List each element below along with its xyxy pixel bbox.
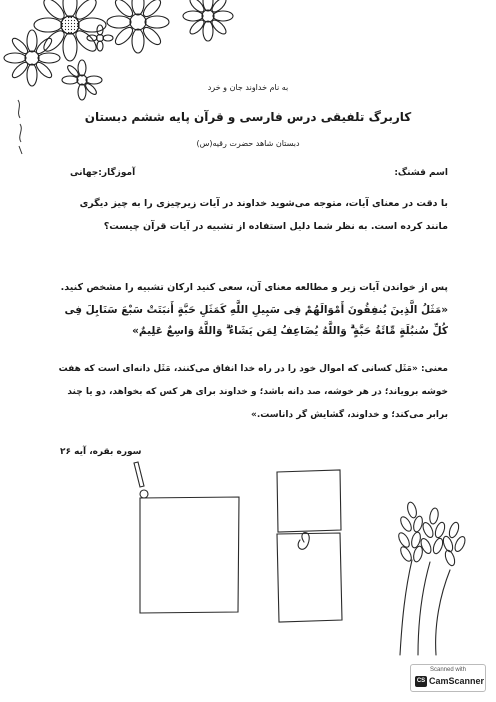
page-title: کاربرگ تلفیقی درس فارسی و قرآن پایه ششم دبستان: [84, 110, 412, 124]
task-instruction: پس از خواندن آیات زیر و مطالعه معنای آن، سعی کنید ارکان تشبیه را مشخص کنید.: [60, 282, 448, 293]
exclamation-icon: [134, 462, 148, 498]
invocation-line: به نام خداوند جان و خرد: [207, 83, 289, 92]
answer-box-left: [140, 497, 239, 613]
school-name: دبستان شاهد حضرت رقیه(س): [196, 139, 300, 148]
camscanner-brand: CamScanner: [429, 676, 485, 686]
sketch-area: [100, 450, 480, 660]
scanned-with-label: Scanned with: [429, 667, 467, 673]
flower-illustration: [0, 0, 250, 110]
student-name-label: اسم قشنگ:: [394, 168, 448, 178]
camscanner-badge: [410, 664, 486, 692]
answer-box-bottom: [277, 533, 342, 622]
quran-verse: «مَثَلُ الَّذِینَ یُنفِقُونَ أَمْوَالَهُمْ فِی سَبِیلِ اللَّهِ کَمَثَلِ حَبَّةٍ أَنبَتَتْ سَبْعَ سَنَابِلَ فِی کُلِّ سُنبُلَةٍ مِّائَةُ حَبَّةٍ ۗ وَاللَّهُ یُضَاعِفُ لِمَن یَشَاءُ ۗ وَاللَّهُ وَاسِعٌ عَلِیمٌ»: [64, 304, 448, 337]
wheat-icon: [397, 501, 467, 655]
camscanner-logo-icon: CS: [415, 676, 427, 687]
intro-question: با دقت در معنای آیات، متوجه می‌شوید خداوند در آیات زیرچیزی را به چیز دیگری مانند کرده است. به نظر شما دلیل استفاده از تشبیه در آیات قرآن چیست؟: [79, 198, 448, 232]
teacher-label: آموزگار:جهانی: [70, 168, 136, 178]
verse-meaning: معنی: «مَثَل کسانی که اموال خود را در راه خدا انفاق می‌کنند، مَثَل دانه‌ای است که هفت خوشه برویاند؛ در هر خوشه، صد دانه باشد؛ و خداوند برای هر کس که بخواهد، دو یا چند برابر می‌کند؛ و خداوند، گشایش گر داناست.»: [58, 364, 448, 420]
answer-box-top: [277, 470, 341, 532]
verse-source: سوره بقره، آیه ۲۶: [60, 447, 142, 457]
